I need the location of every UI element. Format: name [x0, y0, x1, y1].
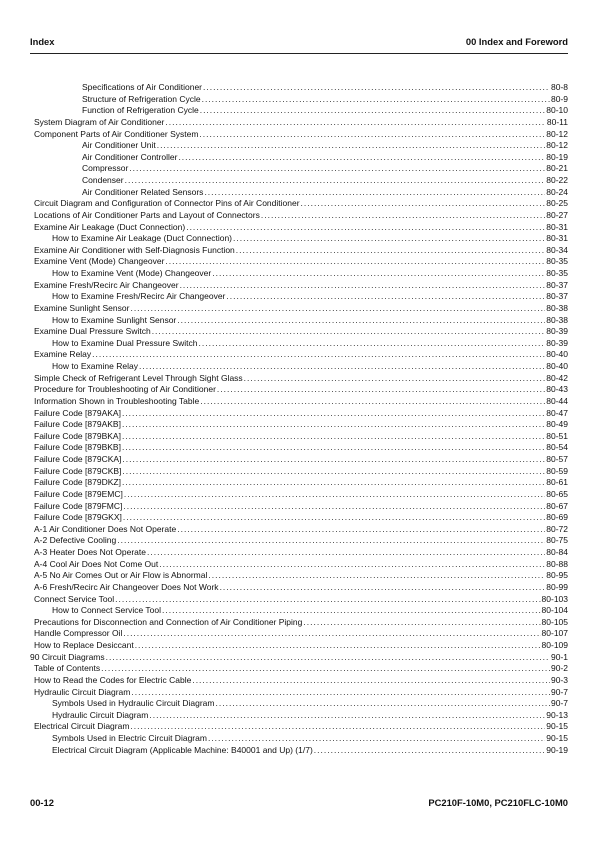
toc-entry[interactable] [30, 419, 568, 431]
toc-entry-title: A-3 Heater Does Not Operate [34, 547, 146, 557]
toc-entry[interactable] [30, 477, 568, 489]
toc-entry-title: Information Shown in Troubleshooting Table [34, 395, 200, 406]
toc-entry-title: A-2 Defective Cooling [34, 535, 117, 546]
toc-entry[interactable] [30, 384, 568, 396]
dot-leader [157, 140, 546, 152]
dot-leader [216, 698, 550, 710]
toc-entry-title: A-1 Air Conditioner Does Not Operate [34, 523, 177, 534]
toc-entry[interactable] [30, 605, 568, 617]
dot-leader [149, 710, 545, 722]
toc-entry[interactable] [30, 431, 568, 443]
toc-entry-title: Symbols Used in Electric Circuit Diagram [52, 733, 207, 743]
toc-entry-page: 80-40 [546, 361, 568, 371]
toc-entry[interactable] [30, 570, 568, 582]
dot-leader [178, 152, 545, 164]
toc-entry-page: 90-1 [550, 651, 568, 662]
toc-entry[interactable] [30, 140, 568, 152]
toc-entry-title: Handle Compressor Oil [34, 628, 123, 639]
dot-leader [130, 721, 545, 733]
toc-entry[interactable] [30, 698, 568, 710]
toc-entry-title: Table of Contents [34, 663, 101, 674]
dot-leader [301, 198, 546, 210]
toc-entry-page: 80-8 [550, 82, 568, 92]
dot-leader [186, 222, 545, 234]
toc-entry-title: Electrical Circuit Diagram [34, 721, 130, 732]
toc-entry[interactable] [30, 675, 568, 687]
dot-leader [203, 82, 550, 94]
toc-entry-title: Air Conditioner Related Sensors [82, 186, 204, 197]
dot-leader [101, 663, 550, 675]
page-number: 00-12 [30, 797, 54, 808]
toc-entry-page: 80-49 [546, 419, 568, 430]
toc-entry-title: Component Parts of Air Conditioner System [34, 128, 199, 139]
dot-leader [199, 129, 545, 141]
dot-leader [122, 419, 545, 431]
toc-entry-page: 80-35 [546, 268, 568, 278]
toc-entry-page: 80-10 [546, 105, 568, 116]
toc-entry-title: A-4 Cool Air Does Not Come Out [34, 558, 159, 569]
dot-leader [217, 384, 545, 396]
toc-entry-page: 80-95 [546, 570, 568, 581]
toc-entry-title: Examine Sunlight Sensor [34, 302, 130, 313]
toc-entry[interactable] [30, 442, 568, 454]
toc-entry-page: 80-31 [546, 233, 568, 244]
toc-entry-page: 80-22 [546, 175, 568, 185]
header-divider [30, 53, 568, 54]
toc-entry-title: Hydraulic Circuit Diagram [52, 709, 149, 720]
toc-entry-page: 80-105 [541, 616, 568, 627]
toc-entry[interactable] [30, 117, 568, 129]
dot-leader [122, 454, 545, 466]
toc-entry-page: 80-84 [546, 547, 568, 557]
toc-entry[interactable] [30, 489, 568, 501]
toc-entry-title: Failure Code [879BKB] [34, 442, 121, 453]
dot-leader [192, 675, 550, 687]
toc-entry-page: 80-24 [546, 186, 568, 197]
toc-entry-page: 80-38 [546, 302, 568, 313]
dot-leader [208, 570, 545, 582]
dot-leader [200, 396, 545, 408]
toc-entry[interactable] [30, 291, 568, 303]
toc-entry-title: Failure Code [879AKB] [34, 419, 121, 430]
dot-leader [162, 605, 541, 617]
dot-leader [131, 687, 550, 699]
toc-entry-title: Structure of Refrigeration Cycle [82, 93, 201, 104]
toc-entry[interactable] [30, 303, 568, 315]
toc-entry[interactable] [30, 349, 568, 361]
dot-leader [204, 187, 545, 199]
toc-entry[interactable] [30, 454, 568, 466]
header-section-title: Index [30, 36, 55, 47]
toc-entry-page: 80-107 [541, 628, 568, 639]
dot-leader [177, 315, 545, 327]
toc-entry-page: 80-35 [546, 256, 568, 267]
toc-entry[interactable] [30, 245, 568, 257]
toc-entry-title: Hydraulic Circuit Diagram [34, 686, 131, 697]
toc-entry-title: How to Examine Sunlight Sensor [52, 314, 177, 325]
toc-entry-title: Condenser [82, 175, 124, 185]
toc-entry[interactable] [30, 640, 568, 652]
toc-entry[interactable] [30, 256, 568, 268]
toc-entry-page: 80-39 [546, 326, 568, 337]
toc-entry-page: 90-13 [546, 709, 568, 720]
toc-entry-page: 80-75 [546, 535, 568, 546]
table-of-contents [30, 82, 568, 756]
toc-entry-page: 80-31 [546, 221, 568, 232]
toc-entry[interactable] [30, 594, 568, 606]
toc-entry-title: How to Examine Fresh/Recirc Air Changeover [52, 291, 226, 302]
toc-entry[interactable] [30, 268, 568, 280]
header-chapter-title: 00 Index and Foreword [465, 36, 568, 47]
toc-entry-title: Examine Fresh/Recirc Air Changeover [34, 279, 179, 290]
dot-leader [177, 524, 545, 536]
toc-entry-page: 90-7 [550, 698, 568, 709]
dot-leader [261, 210, 545, 222]
toc-entry[interactable] [30, 280, 568, 292]
toc-entry[interactable] [30, 721, 568, 733]
toc-entry[interactable] [30, 175, 568, 187]
toc-entry-title: A-5 No Air Comes Out or Air Flow is Abnormal [34, 570, 208, 581]
toc-entry-page: 80-21 [546, 163, 568, 174]
toc-entry-title: Examine Air Conditioner with Self-Diagnosis Function [34, 244, 235, 255]
toc-entry[interactable] [30, 547, 568, 559]
dot-leader [117, 535, 545, 547]
toc-entry[interactable] [30, 233, 568, 245]
toc-entry-title: Simple Check of Refrigerant Level Through Sight Glass [34, 372, 243, 383]
toc-entry-page: 80-88 [546, 558, 568, 569]
toc-entry[interactable] [30, 652, 568, 664]
dot-leader [233, 233, 545, 245]
dot-leader [124, 489, 545, 501]
toc-entry-page: 80-12 [546, 140, 568, 151]
toc-entry-page: 80-27 [546, 209, 568, 220]
toc-entry-page: 90-3 [550, 674, 568, 685]
toc-entry-page: 80-38 [546, 314, 568, 325]
dot-leader [122, 442, 545, 454]
dot-leader [159, 559, 545, 571]
dot-leader [92, 349, 545, 361]
toc-entry-title: Failure Code [879DKZ] [34, 477, 121, 488]
toc-entry-page: 80-51 [546, 430, 568, 441]
toc-entry-title: How to Examine Vent (Mode) Changeover [52, 268, 212, 278]
toc-entry-title: Locations of Air Conditioner Parts and Layout of Connectors [34, 209, 260, 220]
toc-entry-title: How to Replace Desiccant [34, 640, 134, 650]
toc-entry-page: 90-15 [546, 733, 568, 743]
toc-entry-page: 80-47 [546, 407, 568, 418]
toc-entry[interactable] [30, 535, 568, 547]
dot-leader [122, 466, 545, 478]
page-header [30, 36, 568, 52]
toc-entry-title: Failure Code [879EMC] [34, 488, 123, 499]
dot-leader [236, 245, 545, 257]
toc-entry-title: How to Examine Dual Pressure Switch [52, 337, 198, 348]
toc-entry-title: Failure Code [879GKX] [34, 512, 122, 523]
toc-entry-page: 90-19 [546, 744, 568, 755]
toc-entry[interactable] [30, 222, 568, 234]
toc-entry[interactable] [30, 187, 568, 199]
dot-leader [202, 94, 550, 106]
dot-leader [208, 733, 545, 745]
toc-entry-title: A-6 Fresh/Recirc Air Changeover Does Not Work [34, 581, 219, 592]
toc-entry-page: 80-65 [546, 488, 568, 499]
toc-entry-page: 80-40 [546, 349, 568, 360]
toc-entry[interactable] [30, 663, 568, 675]
toc-entry-page: 80-42 [546, 372, 568, 383]
toc-entry-page: 80-99 [546, 581, 568, 592]
toc-entry-page: 80-44 [546, 395, 568, 406]
toc-entry-page: 90-15 [546, 721, 568, 732]
toc-entry[interactable] [30, 408, 568, 420]
toc-entry[interactable] [30, 361, 568, 373]
toc-entry-page: 80-11 [546, 116, 568, 127]
toc-entry-title: System Diagram of Air Conditioner [34, 116, 165, 127]
toc-entry-title: Failure Code [879CKB] [34, 465, 122, 476]
toc-entry-title: Precautions for Disconnection and Connection of Air Conditioner Piping [34, 616, 303, 627]
toc-entry-title: Procedure for Troubleshooting of Air Conditioner [34, 384, 216, 395]
toc-entry-page: 80-67 [546, 500, 568, 511]
toc-entry-page: 90-2 [550, 663, 568, 674]
machine-models: PC210F-10M0, PC210FLC-10M0 [428, 797, 568, 808]
dot-leader [212, 268, 545, 280]
toc-entry-title: Failure Code [879CKA] [34, 454, 122, 464]
dot-leader [180, 280, 546, 292]
toc-entry-page: 80-9 [550, 93, 568, 104]
toc-entry[interactable] [30, 512, 568, 524]
toc-entry[interactable] [30, 338, 568, 350]
dot-leader [122, 431, 545, 443]
toc-entry-page: 80-59 [546, 465, 568, 476]
toc-entry[interactable] [30, 466, 568, 478]
dot-leader [122, 477, 545, 489]
dot-leader [125, 175, 546, 187]
toc-entry-title: Symbols Used in Hydraulic Circuit Diagram [52, 698, 215, 709]
toc-entry-page: 80-37 [546, 291, 568, 302]
toc-entry[interactable] [30, 396, 568, 408]
toc-entry-title: Examine Dual Pressure Switch [34, 326, 151, 337]
toc-entry[interactable] [30, 82, 568, 94]
dot-leader [115, 594, 540, 606]
dot-leader [220, 582, 546, 594]
dot-leader [314, 745, 545, 757]
toc-entry-title: Failure Code [879AKA] [34, 407, 121, 418]
toc-entry-page: 80-54 [546, 442, 568, 453]
toc-entry[interactable] [30, 710, 568, 722]
toc-entry-title: Compressor [82, 163, 129, 174]
dot-leader [199, 338, 546, 350]
toc-entry[interactable] [30, 617, 568, 629]
toc-entry[interactable] [30, 315, 568, 327]
toc-entry[interactable] [30, 152, 568, 164]
dot-leader [106, 652, 550, 664]
toc-entry-title: How to Connect Service Tool [52, 605, 161, 616]
dot-leader [135, 640, 541, 652]
toc-entry-title: How to Examine Relay [52, 361, 138, 371]
toc-entry-page: 80-69 [546, 512, 568, 523]
toc-entry-page: 80-25 [546, 198, 568, 209]
toc-entry[interactable] [30, 198, 568, 210]
toc-entry[interactable] [30, 326, 568, 338]
toc-entry-page: 80-37 [546, 279, 568, 290]
toc-entry-page: 80-39 [546, 337, 568, 348]
toc-entry-title: Circuit Diagram and Configuration of Connector Pins of Air Conditioner [34, 198, 300, 209]
dot-leader [139, 361, 545, 373]
toc-entry-page: 80-72 [546, 523, 568, 534]
toc-entry-title: Examine Air Leakage (Duct Connection) [34, 221, 186, 232]
toc-entry-page: 80-12 [546, 128, 568, 139]
toc-entry-title: Failure Code [879FMC] [34, 500, 123, 511]
dot-leader [244, 373, 546, 385]
toc-entry-title: Connect Service Tool [34, 593, 115, 604]
toc-entry[interactable] [30, 163, 568, 175]
dot-leader [122, 408, 545, 420]
dot-leader [130, 303, 545, 315]
toc-entry[interactable] [30, 582, 568, 594]
dot-leader [123, 512, 545, 524]
dot-leader [226, 291, 545, 303]
toc-entry[interactable] [30, 94, 568, 106]
toc-entry-title: How to Read the Codes for Electric Cable [34, 674, 192, 685]
toc-entry-page: 80-109 [541, 640, 568, 650]
toc-entry-page: 80-34 [546, 244, 568, 255]
toc-entry-title: 90 Circuit Diagrams [30, 651, 105, 662]
dot-leader [123, 501, 545, 513]
toc-entry-title: Examine Vent (Mode) Changeover [34, 256, 165, 267]
toc-entry-page: 80-61 [546, 477, 568, 488]
dot-leader [303, 617, 540, 629]
toc-entry-page: 80-19 [546, 151, 568, 162]
toc-entry[interactable] [30, 559, 568, 571]
toc-entry[interactable] [30, 105, 568, 117]
toc-entry-page: 80-43 [546, 384, 568, 395]
toc-entry[interactable] [30, 628, 568, 640]
dot-leader [147, 547, 545, 559]
toc-entry-page: 80-104 [541, 605, 568, 616]
toc-entry-title: Specifications of Air Conditioner [82, 82, 203, 92]
toc-entry[interactable] [30, 373, 568, 385]
toc-entry-page: 80-57 [546, 454, 568, 464]
toc-entry-page: 90-7 [550, 686, 568, 697]
dot-leader [129, 163, 545, 175]
dot-leader [200, 105, 546, 117]
toc-entry[interactable] [30, 501, 568, 513]
toc-entry-title: How to Examine Air Leakage (Duct Connection) [52, 233, 233, 244]
toc-entry[interactable] [30, 745, 568, 757]
toc-entry[interactable] [30, 733, 568, 745]
dot-leader [165, 256, 545, 268]
toc-entry-title: Air Conditioner Unit [82, 140, 156, 151]
toc-entry-title: Function of Refrigeration Cycle [82, 105, 199, 116]
toc-entry-page: 80-103 [541, 593, 568, 604]
dot-leader [123, 628, 540, 640]
toc-entry[interactable] [30, 687, 568, 699]
toc-entry[interactable] [30, 129, 568, 141]
toc-entry[interactable] [30, 524, 568, 536]
toc-entry-title: Electrical Circuit Diagram (Applicable Machine: B40001 and Up) (1/7) [52, 744, 313, 755]
toc-entry-title: Failure Code [879BKA] [34, 430, 121, 441]
page-footer [30, 797, 568, 813]
toc-entry-title: Air Conditioner Controller [82, 151, 178, 162]
dot-leader [165, 117, 546, 129]
dot-leader [152, 326, 546, 338]
toc-entry-title: Examine Relay [34, 349, 92, 360]
toc-entry[interactable] [30, 210, 568, 222]
